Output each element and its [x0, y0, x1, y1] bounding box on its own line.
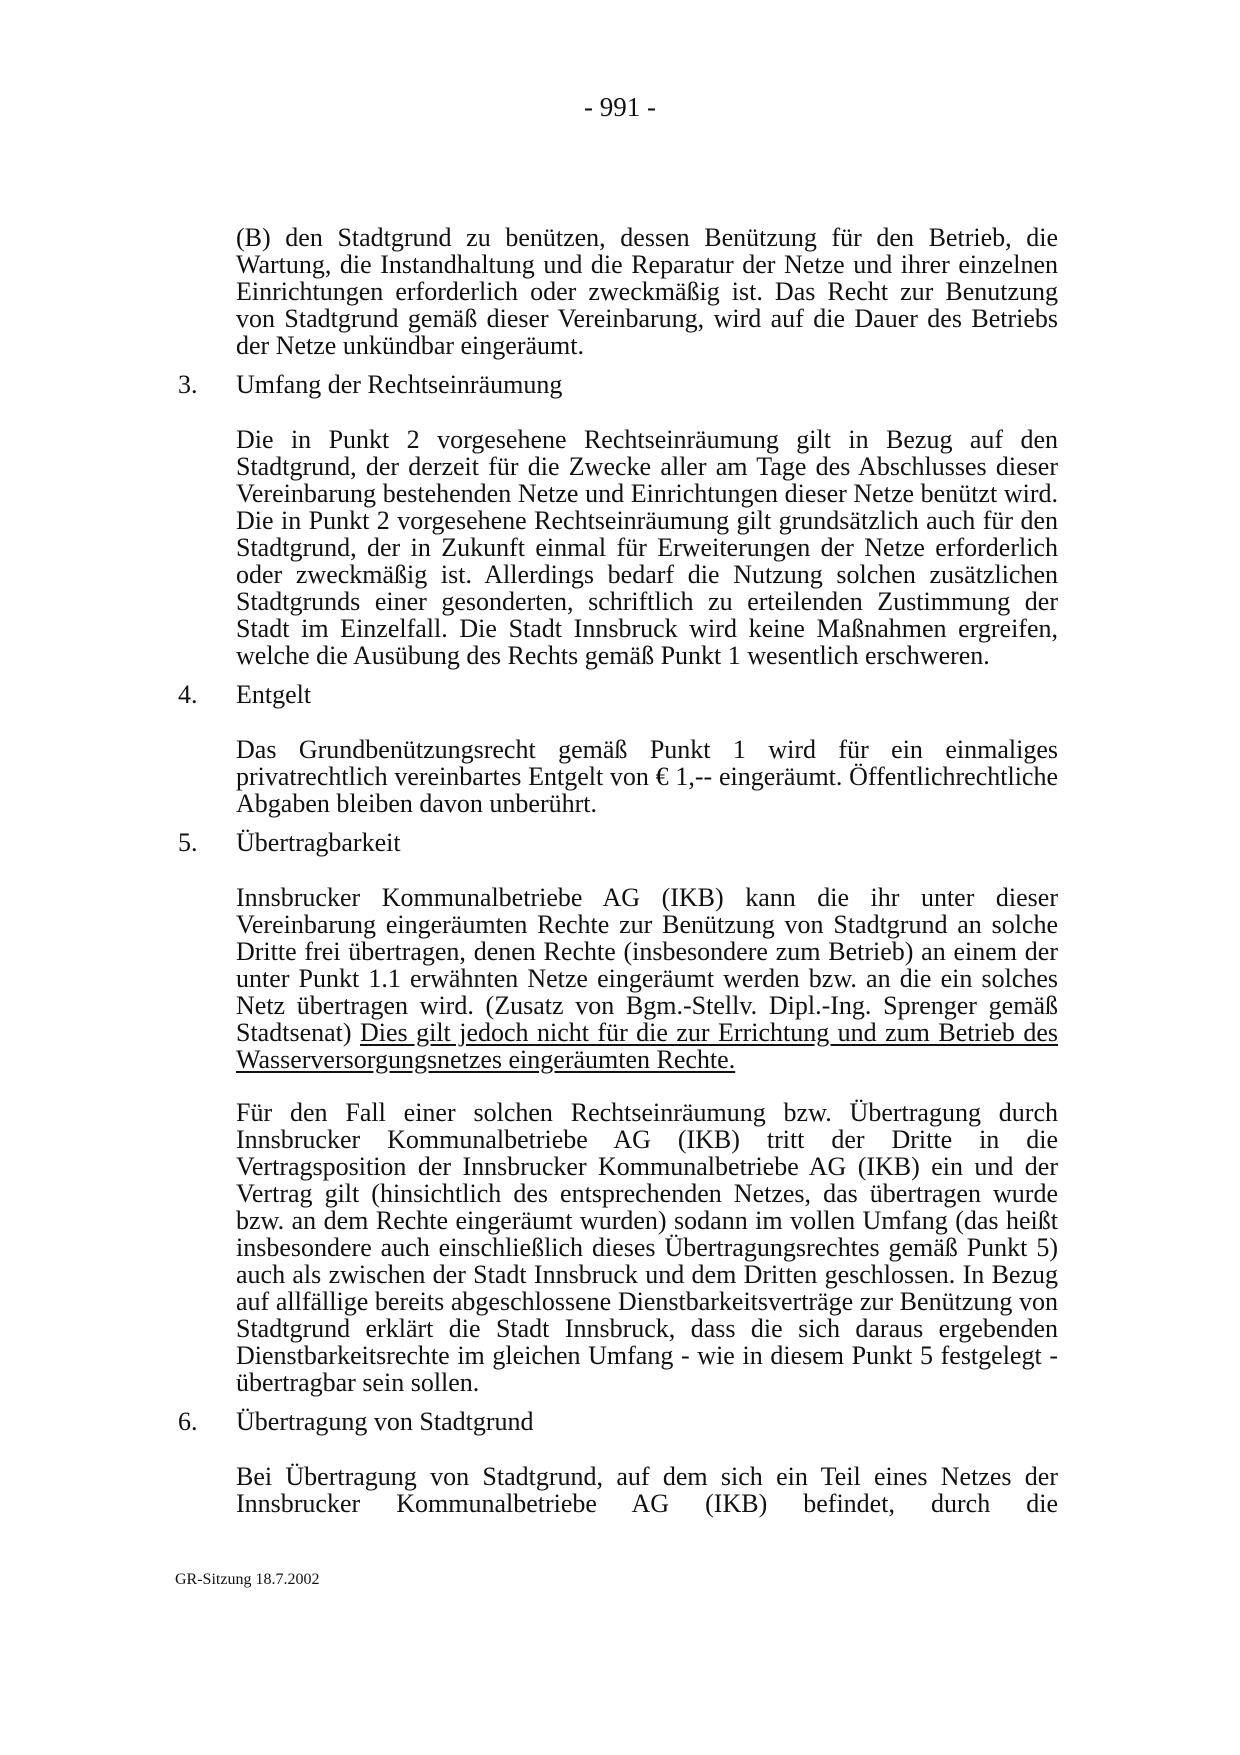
section-number: 4. — [178, 680, 198, 709]
paragraph-text: Innsbrucker Kommunalbetriebe AG (IKB) kann die ihr unter dieser Vereinbarung eingeräumten Rechte zur Benützung von Stadtgrund an solche Dritte frei übertragen, denen Rechte (insbesondere zum Betrieb) an einem der unter Punkt 1.1 erwähnten Netze eingeräumt werden bzw. an die ein solches Netz übertragen wird. (Zusatz von Bgm.-Stellv. Dipl.-Ing. Sprenger gemäß Stadtsenat) — [236, 883, 1058, 1047]
section-5-paragraph-2: Für den Fall einer solchen Rechtseinräumung bzw. Übertragung durch Innsbrucker Kommunalbetriebe AG (IKB) tritt der Dritte in die Vertragsposition der Innsbrucker Kommunalbetriebe AG (IKB) ein und der Vertrag gilt (hinsichtlich des entsprechenden Netzes, das übertragen wurde bzw. an dem Rechte eingeräumt wurden) sodann im vollen Umfang (das heißt insbesondere auch einschließlich dieses Übertragungsrechtes gemäß Punkt 5) auch als zwischen der Stadt Innsbruck und dem Dritten geschlossen. In Bezug auf allfällige bereits abgeschlossene Dienstbarkeitsverträge zur Benützung von Stadtgrund erklärt die Stadt Innsbruck, dass die sich daraus ergebenden Dienstbarkeitsrechte im gleichen Umfang - wie in diesem Punkt 5 festgelegt - übertragbar sein sollen. — [236, 1098, 1058, 1397]
page-number: - 991 - — [584, 92, 656, 122]
underlined-amendment: Dies gilt jedoch nicht für die zur Errichtung und zum Betrieb des Wasserversorgungsnetzes eingeräumten Rechte. — [236, 1018, 1058, 1074]
section-heading: Entgelt — [236, 680, 312, 709]
section-6 — [178, 1407, 1058, 1437]
section-5-paragraph-1 — [236, 884, 1058, 1073]
section-4-paragraph: Das Grundbenützungsrecht gemäß Punkt 1 wird für ein einmaliges privatrechtlich vereinbartes Entgelt von € 1,-- eingeräumt. Öffentlichrechtliche Abgaben bleiben davon unberührt. — [236, 735, 1058, 818]
section-5 — [178, 828, 1058, 858]
section-heading: Übertragbarkeit — [236, 828, 401, 857]
section-number: 5. — [178, 828, 198, 857]
footer: GR-Sitzung 18.7.2002 — [175, 1571, 320, 1588]
section-6-paragraph: Bei Übertragung von Stadtgrund, auf dem sich ein Teil eines Netzes der Innsbrucker Kommunalbetriebe AG (IKB) befindet, durch die — [236, 1462, 1058, 1518]
section-4 — [178, 680, 1058, 710]
intro-paragraph: (B) den Stadtgrund zu benützen, dessen Benützung für den Betrieb, die Wartung, die Instandhaltung und die Reparatur der Netze und ihrer einzelnen Einrichtungen erforderlich oder zweckmäßig ist. Das Recht zur Benutzung von Stadtgrund gemäß dieser Vereinbarung, wird auf die Dauer des Betriebs der Netze unkündbar eingeräumt. — [236, 223, 1058, 360]
section-number: 6. — [178, 1407, 198, 1436]
section-heading: Übertragung von Stadtgrund — [236, 1407, 534, 1436]
section-number: 3. — [178, 370, 198, 399]
section-3-paragraph: Die in Punkt 2 vorgesehene Rechtseinräumung gilt in Bezug auf den Stadtgrund, der derzeit für die Zwecke aller am Tage des Abschlusses dieser Vereinbarung bestehenden Netze und Einrichtungen dieser Netze benützt wird. Die in Punkt 2 vorgesehene Rechtseinräumung gilt grundsätzlich auch für den Stadtgrund, der in Zukunft einmal für Erweiterungen der Netze erforderlich oder zweckmäßig ist. Allerdings bedarf die Nutzung solchen zusätzlichen Stadtgrunds einer gesonderten, schriftlich zu erteilenden Zustimmung der Stadt im Einzelfall. Die Stadt Innsbruck wird keine Maßnahmen ergreifen, welche die Ausübung des Rechts gemäß Punkt 1 wesentlich erschweren. — [236, 425, 1058, 670]
section-3 — [178, 370, 1058, 400]
section-heading: Umfang der Rechtseinräumung — [236, 370, 563, 399]
document-body — [178, 198, 1058, 1528]
